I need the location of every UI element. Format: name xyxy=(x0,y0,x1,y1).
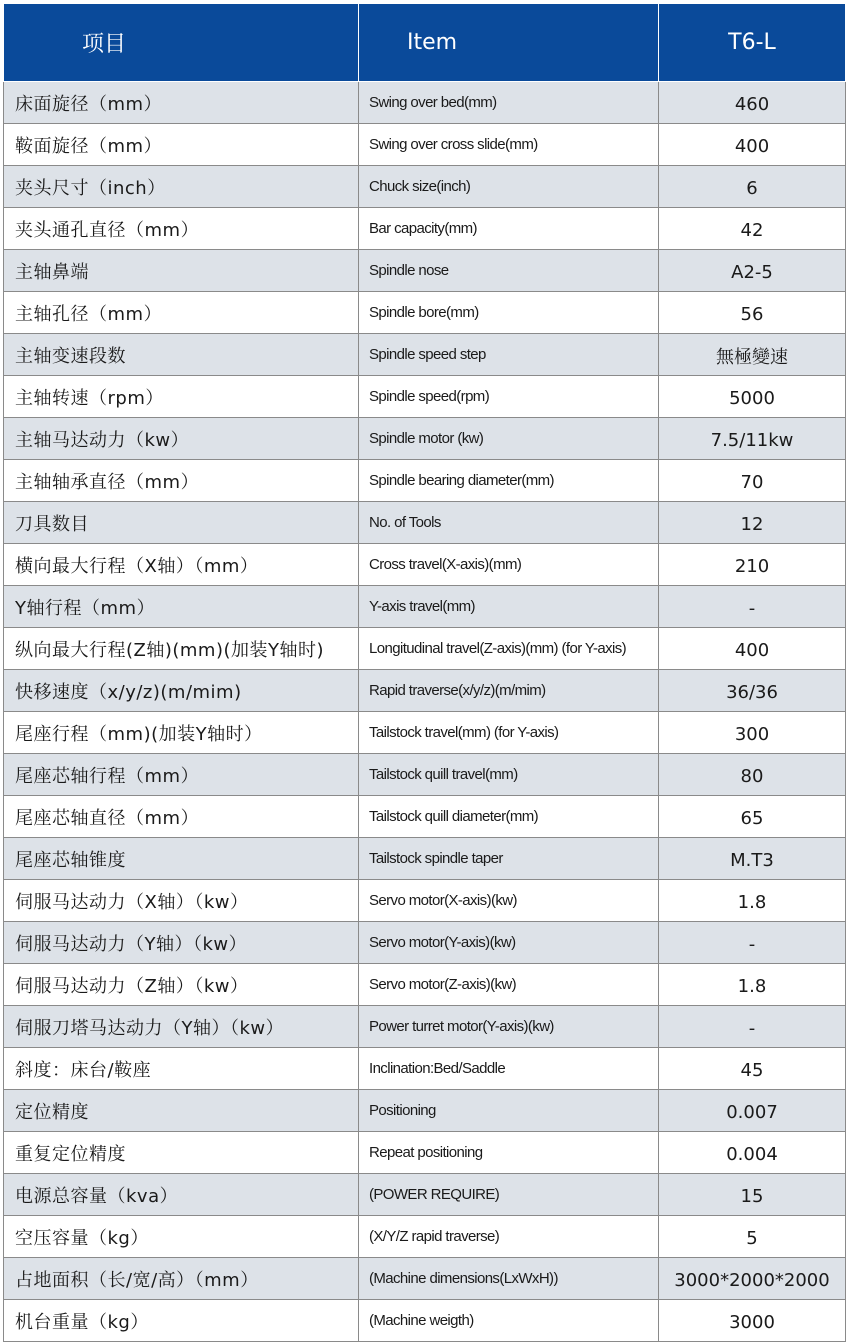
table-row xyxy=(4,754,846,796)
table-row xyxy=(4,1006,846,1048)
spec-value: 5 xyxy=(659,1216,846,1258)
spec-name-en: Tailstock quill travel(mm) xyxy=(359,754,659,796)
table-row xyxy=(4,964,846,1006)
spec-value: 無極變速 xyxy=(659,334,846,376)
spec-value: 0.004 xyxy=(659,1132,846,1174)
spec-name-zh: 重复定位精度 xyxy=(4,1132,359,1174)
spec-name-zh: 鞍面旋径（mm） xyxy=(4,124,359,166)
spec-value: A2-5 xyxy=(659,250,846,292)
spec-name-en: Swing over bed(mm) xyxy=(359,82,659,124)
spec-value: 56 xyxy=(659,292,846,334)
spec-value: 400 xyxy=(659,628,846,670)
spec-value: 15 xyxy=(659,1174,846,1216)
table-row xyxy=(4,208,846,250)
table-row xyxy=(4,292,846,334)
table-row xyxy=(4,712,846,754)
spec-name-zh: 斜度：床台/鞍座 xyxy=(4,1048,359,1090)
spec-value: 6 xyxy=(659,166,846,208)
spec-value: 1.8 xyxy=(659,880,846,922)
spec-name-en: Bar capacity(mm) xyxy=(359,208,659,250)
spec-name-zh: 主轴变速段数 xyxy=(4,334,359,376)
spec-name-zh: 纵向最大行程(Z轴)(mm)(加装Y轴时) xyxy=(4,628,359,670)
spec-name-zh: 空压容量（kg） xyxy=(4,1216,359,1258)
spec-name-en: (Machine weigth) xyxy=(359,1300,659,1342)
spec-value: 1.8 xyxy=(659,964,846,1006)
header-item-en: Item xyxy=(359,4,659,82)
spec-name-en: Rapid traverse(x/y/z)(m/mim) xyxy=(359,670,659,712)
spec-name-zh: 伺服马达动力（Y轴）（kw） xyxy=(4,922,359,964)
spec-name-zh: 定位精度 xyxy=(4,1090,359,1132)
spec-value: 36/36 xyxy=(659,670,846,712)
spec-name-zh: 主轴鼻端 xyxy=(4,250,359,292)
spec-name-en: No. of Tools xyxy=(359,502,659,544)
spec-name-en: Spindle bore(mm) xyxy=(359,292,659,334)
spec-name-zh: 刀具数目 xyxy=(4,502,359,544)
spec-name-en: Repeat positioning xyxy=(359,1132,659,1174)
spec-name-en: Spindle speed(rpm) xyxy=(359,376,659,418)
spec-name-zh: 夹头尺寸（inch） xyxy=(4,166,359,208)
spec-name-en: Spindle speed step xyxy=(359,334,659,376)
spec-value: - xyxy=(659,586,846,628)
spec-name-zh: 占地面积（长/宽/高）（mm） xyxy=(4,1258,359,1300)
header-item-zh: 项目 xyxy=(4,4,359,82)
spec-value: 3000*2000*2000 xyxy=(659,1258,846,1300)
table-row xyxy=(4,880,846,922)
table-row xyxy=(4,1258,846,1300)
table-row xyxy=(4,1174,846,1216)
spec-value: 0.007 xyxy=(659,1090,846,1132)
table-row xyxy=(4,1132,846,1174)
table-row xyxy=(4,838,846,880)
spec-name-en: Positioning xyxy=(359,1090,659,1132)
header-row xyxy=(4,4,846,82)
spec-value: 460 xyxy=(659,82,846,124)
spec-value: 12 xyxy=(659,502,846,544)
spec-name-en: Y-axis travel(mm) xyxy=(359,586,659,628)
spec-value: 42 xyxy=(659,208,846,250)
spec-table xyxy=(3,3,846,1342)
table-row xyxy=(4,460,846,502)
table-row xyxy=(4,124,846,166)
spec-name-en: (POWER REQUIRE) xyxy=(359,1174,659,1216)
spec-name-en: Cross travel(X-axis)(mm) xyxy=(359,544,659,586)
spec-name-zh: 床面旋径（mm） xyxy=(4,82,359,124)
table-row xyxy=(4,334,846,376)
spec-value: 3000 xyxy=(659,1300,846,1342)
spec-name-zh: 夹头通孔直径（mm） xyxy=(4,208,359,250)
header-model: T6-L xyxy=(659,4,846,82)
spec-name-zh: 主轴孔径（mm） xyxy=(4,292,359,334)
spec-name-en: Swing over cross slide(mm) xyxy=(359,124,659,166)
spec-name-zh: 伺服刀塔马达动力（Y轴）（kw） xyxy=(4,1006,359,1048)
spec-name-zh: 尾座芯轴直径（mm） xyxy=(4,796,359,838)
spec-name-zh: 伺服马达动力（Z轴）（kw） xyxy=(4,964,359,1006)
spec-name-en: Servo motor(Y-axis)(kw) xyxy=(359,922,659,964)
spec-value: - xyxy=(659,922,846,964)
table-row xyxy=(4,628,846,670)
spec-value: 7.5/11kw xyxy=(659,418,846,460)
spec-name-en: (X/Y/Z rapid traverse) xyxy=(359,1216,659,1258)
spec-name-en: Spindle bearing diameter(mm) xyxy=(359,460,659,502)
spec-name-zh: 快移速度（x/y/z)(m/mim) xyxy=(4,670,359,712)
table-row xyxy=(4,166,846,208)
table-row xyxy=(4,1300,846,1342)
spec-name-zh: 主轴轴承直径（mm） xyxy=(4,460,359,502)
spec-value: 70 xyxy=(659,460,846,502)
spec-name-en: Longitudinal travel(Z-axis)(mm) (for Y-axis) xyxy=(359,628,659,670)
spec-name-zh: 电源总容量（kva） xyxy=(4,1174,359,1216)
spec-value: 80 xyxy=(659,754,846,796)
table-body xyxy=(4,82,846,1342)
table-row xyxy=(4,586,846,628)
spec-name-en: Servo motor(Z-axis)(kw) xyxy=(359,964,659,1006)
table-row xyxy=(4,544,846,586)
table-row xyxy=(4,670,846,712)
spec-name-en: (Machine dimensions(LxWxH)) xyxy=(359,1258,659,1300)
spec-name-zh: 尾座芯轴行程（mm） xyxy=(4,754,359,796)
spec-name-en: Servo motor(X-axis)(kw) xyxy=(359,880,659,922)
spec-value: 65 xyxy=(659,796,846,838)
spec-name-en: Chuck size(inch) xyxy=(359,166,659,208)
spec-name-zh: 伺服马达动力（X轴）（kw） xyxy=(4,880,359,922)
spec-name-zh: Y轴行程（mm） xyxy=(4,586,359,628)
table-row xyxy=(4,1048,846,1090)
spec-value: 210 xyxy=(659,544,846,586)
spec-name-zh: 横向最大行程（X轴）（mm） xyxy=(4,544,359,586)
spec-value: 300 xyxy=(659,712,846,754)
spec-value: 5000 xyxy=(659,376,846,418)
table-row xyxy=(4,82,846,124)
spec-name-zh: 尾座芯轴锥度 xyxy=(4,838,359,880)
spec-name-en: Tailstock travel(mm) (for Y-axis) xyxy=(359,712,659,754)
table-row xyxy=(4,250,846,292)
spec-value: M.T3 xyxy=(659,838,846,880)
spec-value: 45 xyxy=(659,1048,846,1090)
spec-name-en: Inclination:Bed/Saddle xyxy=(359,1048,659,1090)
spec-name-zh: 主轴马达动力（kw） xyxy=(4,418,359,460)
spec-value: 400 xyxy=(659,124,846,166)
spec-name-zh: 主轴转速（rpm） xyxy=(4,376,359,418)
spec-name-en: Tailstock quill diameter(mm) xyxy=(359,796,659,838)
spec-name-en: Spindle motor (kw) xyxy=(359,418,659,460)
table-row xyxy=(4,502,846,544)
table-row xyxy=(4,1216,846,1258)
table-row xyxy=(4,376,846,418)
table-row xyxy=(4,418,846,460)
table-row xyxy=(4,922,846,964)
table-row xyxy=(4,796,846,838)
spec-name-en: Tailstock spindle taper xyxy=(359,838,659,880)
table-header xyxy=(4,4,846,82)
spec-value: - xyxy=(659,1006,846,1048)
spec-name-en: Spindle nose xyxy=(359,250,659,292)
spec-name-zh: 机台重量（kg） xyxy=(4,1300,359,1342)
spec-name-zh: 尾座行程（mm)(加装Y轴时） xyxy=(4,712,359,754)
table-row xyxy=(4,1090,846,1132)
spec-name-en: Power turret motor(Y-axis)(kw) xyxy=(359,1006,659,1048)
